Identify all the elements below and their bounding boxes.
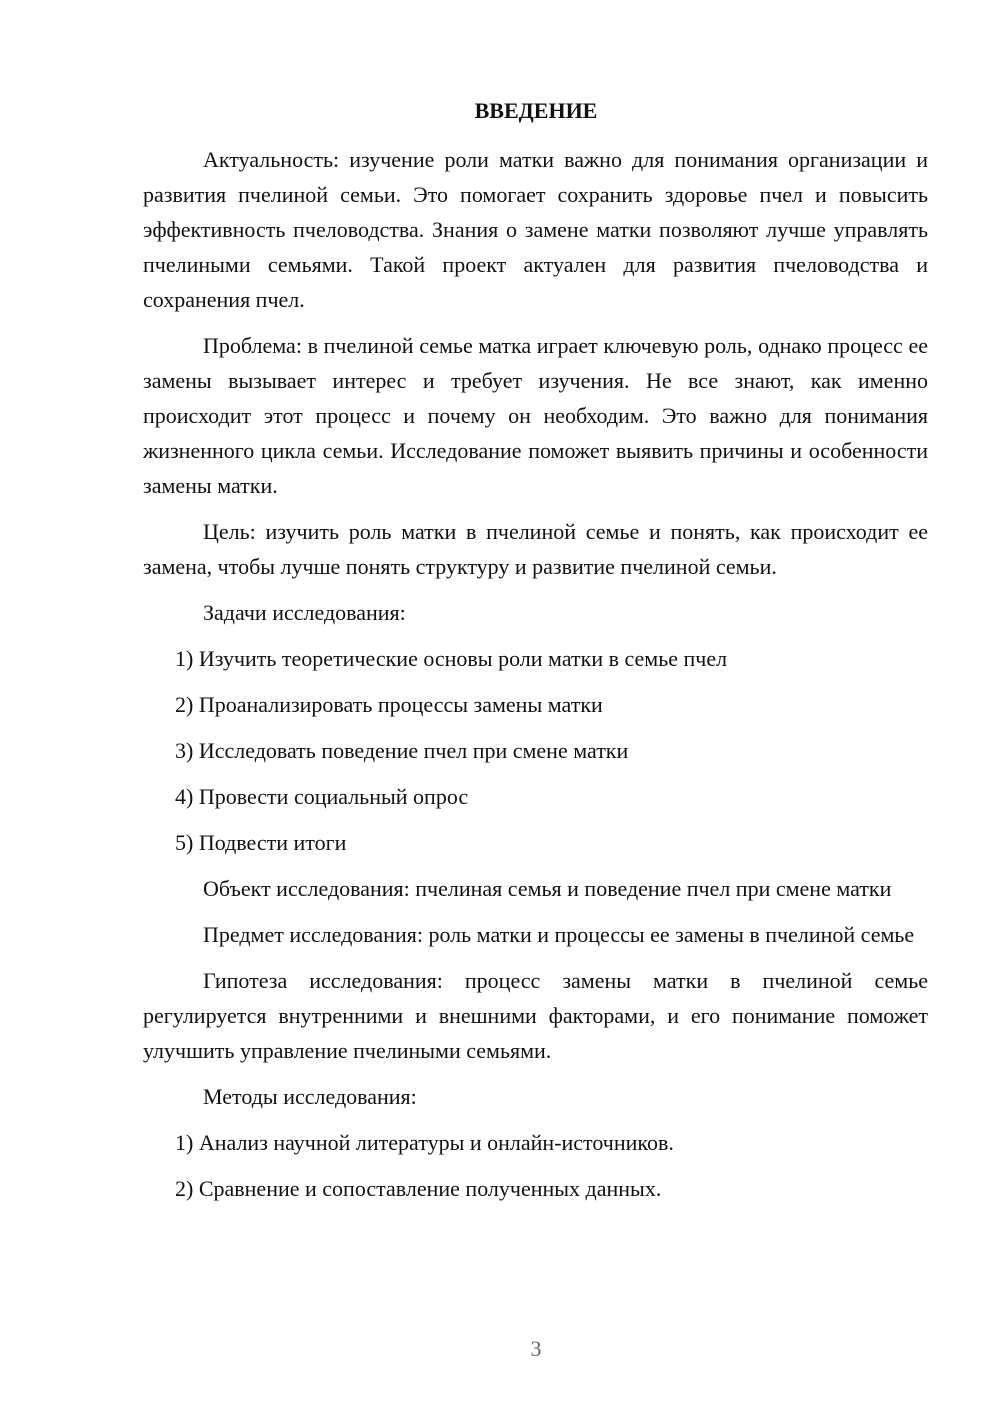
page-number: 3 xyxy=(530,1336,542,1361)
tasks-heading: Задачи исследования: xyxy=(203,600,406,625)
paragraph-object: Объект исследования: пчелиная семья и поведение пчел при смене матки xyxy=(203,876,892,901)
task-item: 4) Провести социальный опрос xyxy=(175,784,469,809)
section-title: ВВЕДЕНИЕ xyxy=(474,98,598,123)
methods-heading: Методы исследования: xyxy=(203,1084,417,1109)
paragraph-problem: Проблема: в пчелиной семье матка играет ключевую роль, однако процесс ее замены вызывает интерес и требует изучения. Не все знают, как именно происходит этот процесс и почему он необходим. Это важно для понимания жизненного цикла семьи. Исследование поможет выявить причины и особенности замены матки. xyxy=(143,333,928,498)
task-item: 3) Исследовать поведение пчел при смене матки xyxy=(175,738,629,763)
method-item: 2) Сравнение и сопоставление полученных данных. xyxy=(175,1176,662,1201)
paragraph-goal: Цель: изучить роль матки в пчелиной семье и понять, как происходит ее замена, чтобы лучше понять структуру и развитие пчелиной семьи. xyxy=(143,519,928,579)
method-item: 1) Анализ научной литературы и онлайн-источников. xyxy=(175,1130,674,1155)
task-item: 2) Проанализировать процессы замены матки xyxy=(175,692,603,717)
paragraph-subject: Предмет исследования: роль матки и процессы ее замены в пчелиной семье xyxy=(203,922,915,947)
page-body xyxy=(143,142,928,1217)
task-item: 1) Изучить теоретические основы роли матки в семье пчел xyxy=(175,646,728,671)
paragraph-relevance: Актуальность: изучение роли матки важно для понимания организации и развития пчелиной семьи. Это помогает сохранить здоровье пчел и повысить эффективность пчеловодства. Знания о замене матки позволяют лучше управлять пчелиными семьями. Такой проект актуален для развития пчеловодства и сохранения пчел. xyxy=(143,147,928,312)
paragraph-hypothesis: Гипотеза исследования: процесс замены матки в пчелиной семье регулируется внутренними и внешними факторами, и его понимание поможет улучшить управление пчелиными семьями. xyxy=(143,968,928,1063)
task-item: 5) Подвести итоги xyxy=(175,830,347,855)
